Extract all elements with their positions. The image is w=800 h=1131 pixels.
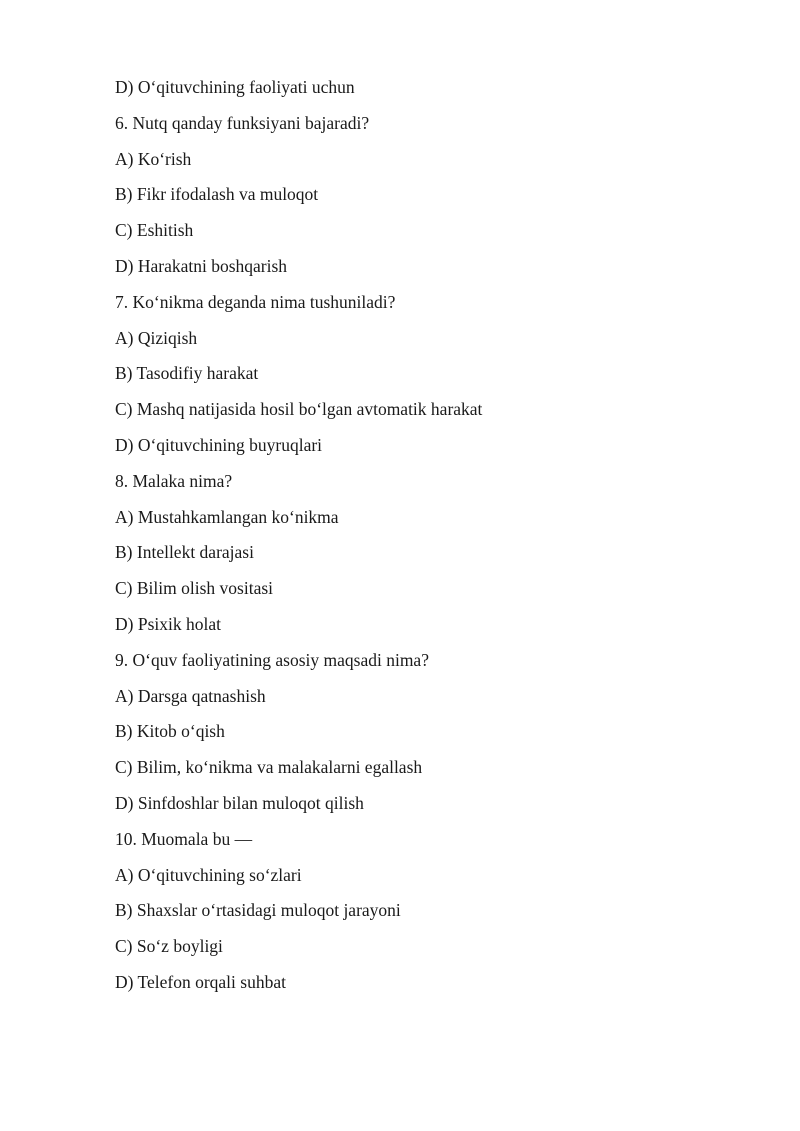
question-list — [115, 74, 755, 1005]
answer-option: D) Psixik holat — [115, 613, 221, 634]
answer-option: B) Tasodifiy harakat — [115, 363, 259, 384]
answer-option: B) Fikr ifodalash va muloqot — [115, 184, 319, 205]
answer-option: D) Telefon orqali suhbat — [115, 971, 286, 992]
answer-option: A) Darsga qatnashish — [115, 685, 266, 706]
answer-option: B) Kitob o‘qish — [115, 721, 225, 742]
answer-option: B) Intellekt darajasi — [115, 542, 254, 563]
answer-option: B) Shaxslar o‘rtasidagi muloqot jarayoni — [115, 900, 401, 921]
answer-option: C) So‘z boyligi — [115, 936, 223, 957]
answer-option: A) Qiziqish — [115, 327, 198, 348]
answer-option: A) Mustahkamlangan ko‘nikma — [115, 506, 339, 527]
answer-option: D) Harakatni boshqarish — [115, 255, 288, 276]
answer-option: D) O‘qituvchining buyruqlari — [115, 434, 323, 455]
answer-option: D) Sinfdoshlar bilan muloqot qilish — [115, 792, 364, 813]
question-text: 6. Nutq qanday funksiyani bajaradi? — [115, 112, 370, 133]
answer-option: C) Mashq natijasida hosil bo‘lgan avtomatik harakat — [115, 399, 483, 420]
answer-option: C) Eshitish — [115, 220, 194, 241]
question-text: 8. Malaka nima? — [115, 470, 233, 491]
answer-option: A) O‘qituvchining so‘zlari — [115, 864, 302, 885]
answer-option: C) Bilim olish vositasi — [115, 578, 274, 599]
answer-option: D) O‘qituvchining faoliyati uchun — [115, 77, 355, 97]
answer-option: A) Ko‘rish — [115, 148, 192, 169]
question-text: 10. Muomala bu — — [115, 828, 253, 849]
question-text: 7. Ko‘nikma deganda nima tushuniladi? — [115, 291, 396, 312]
answer-option: C) Bilim, ko‘nikma va malakalarni egallash — [115, 757, 423, 778]
question-text: 9. O‘quv faoliyatining asosiy maqsadi nima? — [115, 649, 429, 670]
